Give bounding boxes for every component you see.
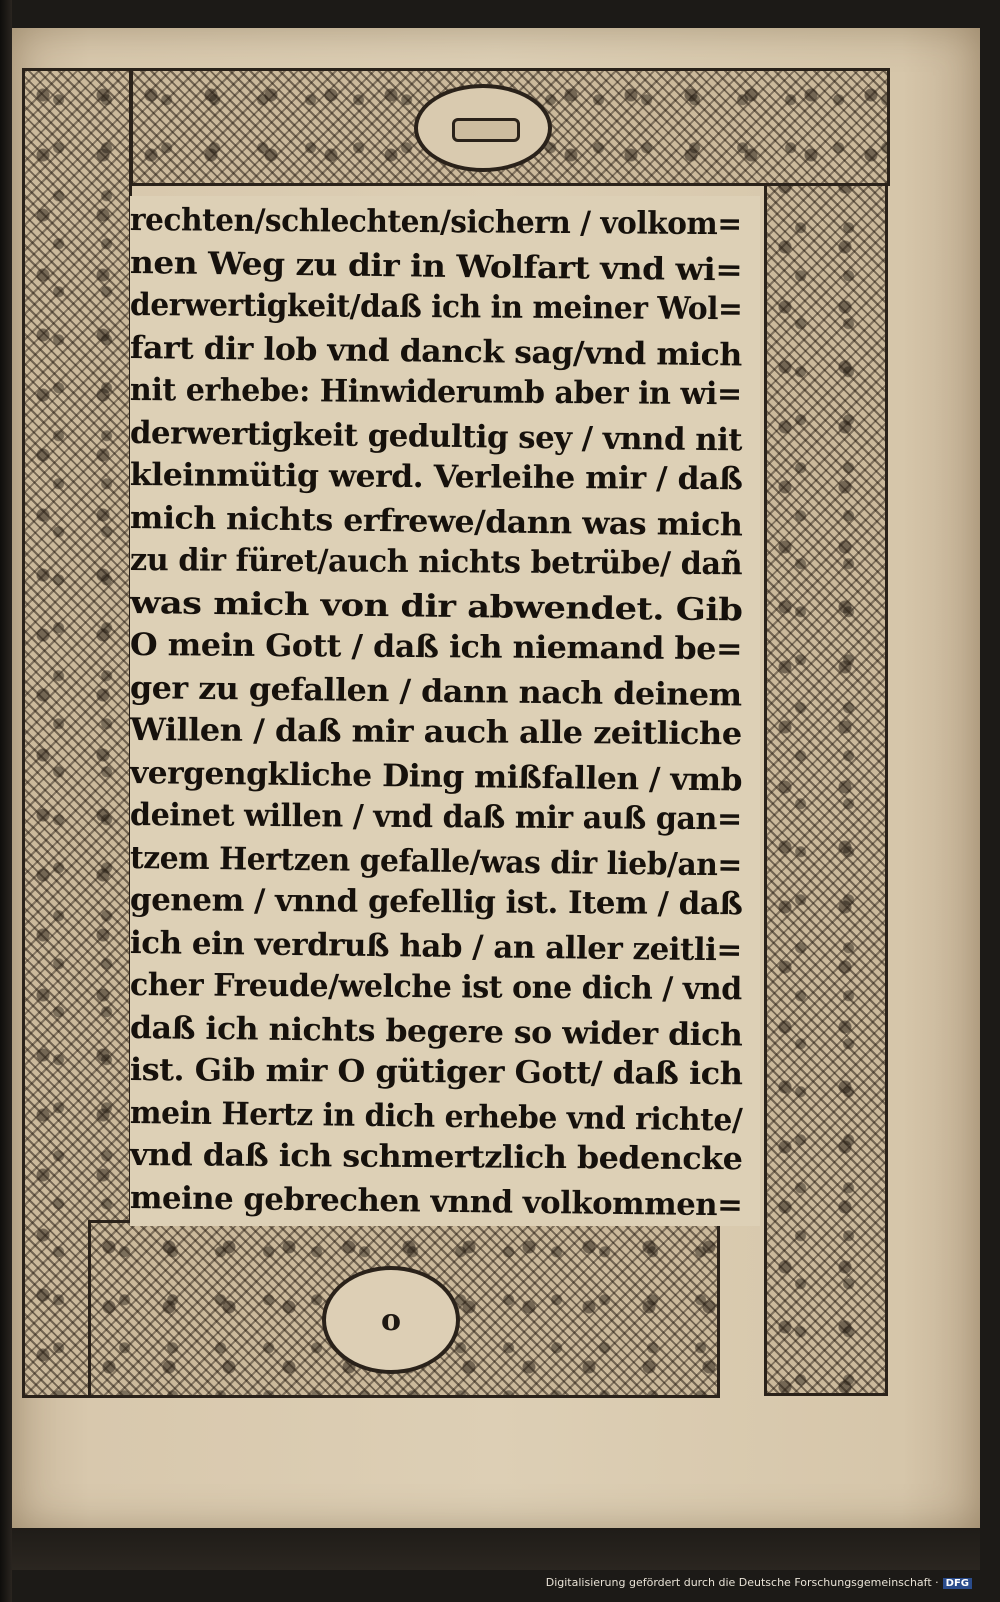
text-line: tzem Hertzen gefalle/was dir lieb/an=: [129, 839, 743, 883]
text-line: O mein Gott / daß ich niemand be=: [129, 627, 743, 668]
scan-edge: [0, 0, 12, 1602]
text-block: [130, 196, 760, 1226]
cartouche-bar: [452, 118, 520, 142]
text-line: fart dir lob vnd danck sag/vnd mich: [129, 329, 743, 373]
signature-mark: o: [380, 1302, 401, 1338]
text-line: ist. Gib mir O gütiger Gott/ daß ich: [129, 1052, 743, 1093]
text-line: mein Hertz in dich erhebe vnd richte/: [129, 1094, 743, 1138]
text-line: kleinmütig werd. Verleihe mir / daß: [129, 457, 743, 498]
bottom-cartouche-ornament: [322, 1266, 460, 1374]
text-line: derwertigkeit/daß ich in meiner Wol=: [129, 287, 743, 328]
dfg-badge: DFG: [943, 1578, 972, 1589]
text-line: was mich von dir abwendet. Gib: [129, 584, 743, 628]
text-line: rechten/schlechten/sichern / volkom=: [129, 202, 742, 243]
text-line: deinet willen / vnd daß mir auß gan=: [129, 797, 742, 838]
text-line: nen Weg zu dir in Wolfart vnd wi=: [129, 244, 743, 288]
text-line: genem / vnnd gefellig ist. Item / daß: [129, 882, 743, 923]
text-line: ich ein verdruß hab / an aller zeitli=: [129, 924, 743, 968]
text-line: mich nichts erfrewe/dann was mich: [129, 499, 743, 543]
text-line: cher Freude/welche ist one dich / vnd: [129, 967, 742, 1008]
text-line: vergengkliche Ding mißfallen / vmb: [129, 754, 743, 798]
text-line: meine gebrechen vnnd volkommen=: [129, 1179, 743, 1223]
text-line: nit erhebe: Hinwiderumb aber in wi=: [129, 372, 742, 413]
woodcut-border-right: [764, 100, 888, 1396]
text-line: zu dir füret/auch nichts betrübe/ dañ: [129, 542, 743, 583]
top-cartouche-ornament: [414, 84, 552, 172]
text-line: Willen / daß mir auch alle zeitliche: [129, 712, 742, 753]
text-line: derwertigkeit gedultig sey / vnnd nit: [129, 414, 743, 458]
scan-bottom-edge: [12, 1528, 980, 1570]
text-line: daß ich nichts begere so wider dich: [129, 1009, 743, 1053]
footer-text: Digitalisierung gefördert durch die Deutsche Forschungsgemeinschaft ·: [545, 1576, 939, 1589]
woodcut-border-left: [22, 68, 132, 1398]
book-page: [12, 28, 980, 1528]
text-line: ger zu gefallen / dann nach deinem: [129, 669, 742, 713]
digitization-footer: [546, 1576, 972, 1589]
text-line: vnd daß ich schmertzlich bedencke: [129, 1137, 743, 1178]
